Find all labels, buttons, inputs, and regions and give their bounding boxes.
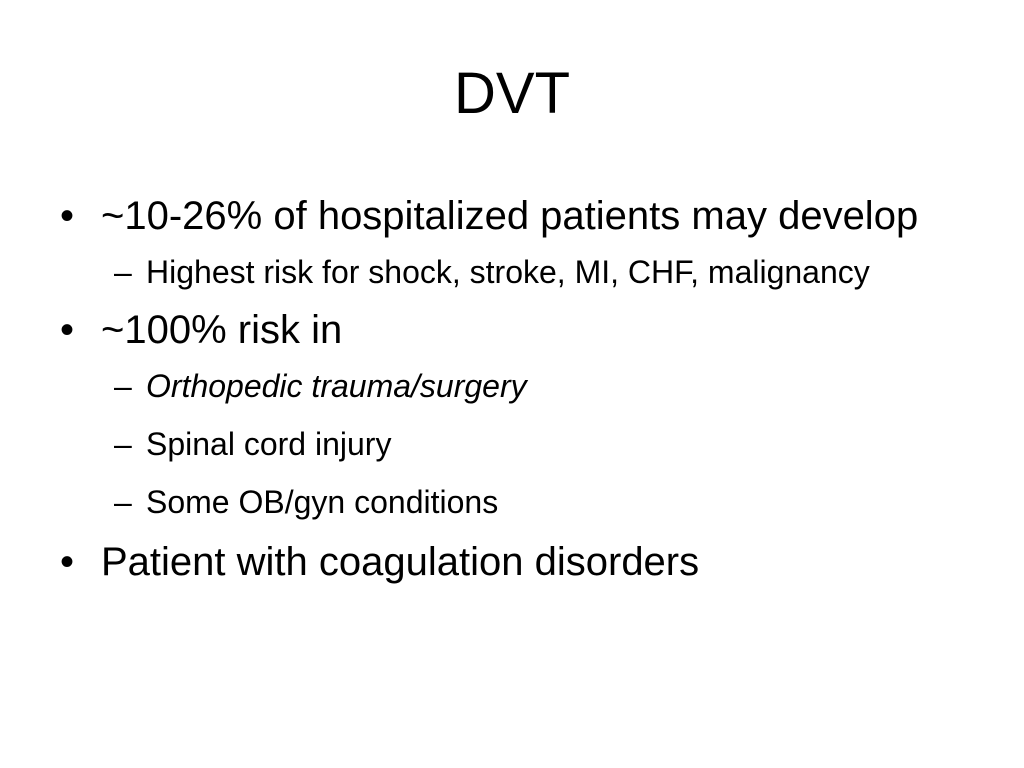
sub-bullet-text: Orthopedic trauma/surgery: [146, 368, 527, 404]
bullet-item: [60, 536, 960, 588]
sub-bullet-item: [60, 364, 960, 408]
bullet-text: Patient with coagulation disorders: [101, 540, 700, 584]
sub-bullet-item: [60, 422, 960, 466]
bullet-marker: •: [60, 194, 75, 238]
bullet-marker: •: [60, 540, 75, 584]
bullet-text: ~10-26% of hospitalized patients may develop: [101, 194, 919, 238]
sub-bullet-marker: –: [114, 254, 132, 290]
bullet-item: [60, 190, 960, 242]
sub-bullet-item: [60, 250, 960, 294]
sub-bullet-text: Highest risk for shock, stroke, MI, CHF, malignancy: [146, 254, 870, 290]
sub-bullet-marker: –: [114, 484, 132, 520]
sub-bullet-text: Some OB/gyn conditions: [146, 484, 499, 520]
slide-title: DVT: [454, 61, 570, 126]
sub-bullet-item: [60, 480, 960, 524]
bullet-item: [60, 304, 960, 356]
slide-content: [60, 190, 960, 588]
sub-bullet-marker: –: [114, 426, 132, 462]
sub-bullet-text: Spinal cord injury: [146, 426, 392, 462]
sub-bullet-marker: –: [114, 368, 132, 404]
bullet-marker: •: [60, 308, 75, 352]
bullet-text: ~100% risk in: [101, 308, 343, 352]
